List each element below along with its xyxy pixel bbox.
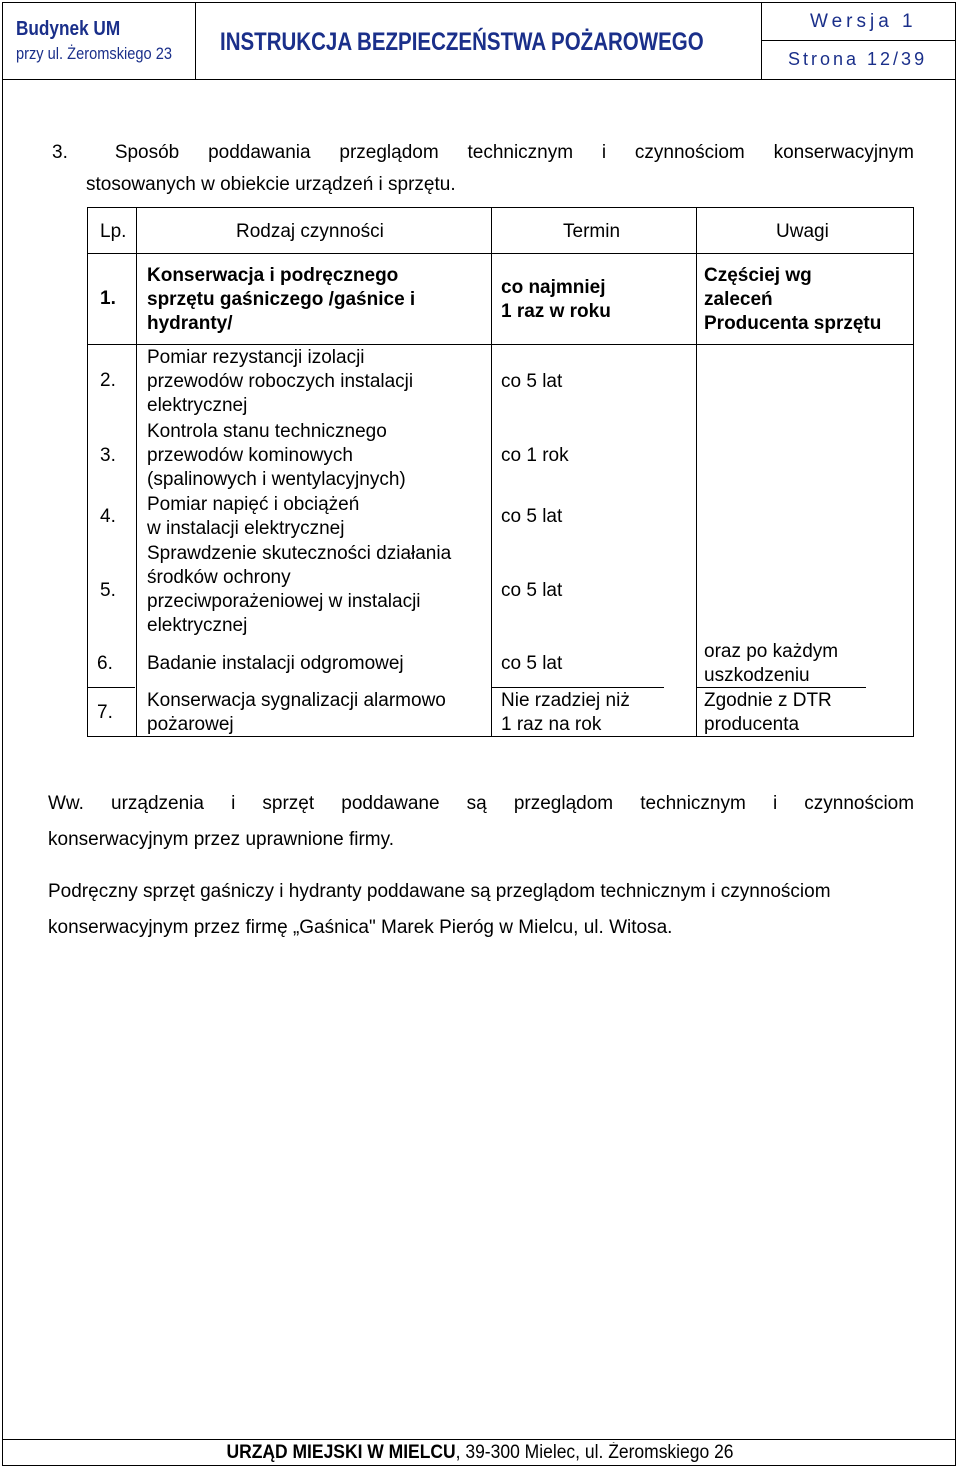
section-number: 3.	[52, 142, 68, 163]
row1-rodzaj	[147, 264, 415, 336]
section-heading	[52, 135, 914, 171]
row6-termin: co 5 lat	[501, 653, 563, 674]
cell-line: przewodów kominowych	[147, 445, 353, 466]
header-termin: Termin	[563, 221, 621, 242]
row7-lp: 7.	[97, 702, 113, 723]
section-word: technicznym	[467, 142, 574, 163]
footer-office: URZĄD MIEJSKI W MIELCU	[226, 1442, 456, 1463]
para-word: poddawane	[341, 793, 440, 814]
section-word: Sposób	[114, 142, 180, 163]
document-title: INSTRUKCJA BEZPIECZEŃSTWA POŻAROWEGO	[220, 28, 704, 56]
cell-line: uszkodzeniu	[704, 665, 810, 686]
cell-line: przewodów roboczych instalacji	[147, 371, 414, 392]
page-number: Strona 12/39	[788, 49, 928, 69]
cell-line: w instalacji elektrycznej	[147, 518, 345, 539]
row3-rodzaj	[147, 420, 406, 492]
row1-lp: 1.	[100, 288, 116, 309]
row4-termin: co 5 lat	[501, 506, 563, 527]
row6-lp: 6.	[97, 653, 113, 674]
table-row-divider	[88, 344, 913, 345]
table-col-divider	[136, 208, 137, 736]
para-word: i	[231, 793, 236, 814]
section-word: i czynnościom	[601, 142, 745, 163]
para-word: sprzęt	[262, 793, 315, 814]
para-word: i czynnościom	[772, 793, 915, 814]
header-lp: Lp.	[100, 221, 127, 242]
row1-termin	[501, 276, 611, 324]
cell-line: Sprawdzenie skuteczności działania	[147, 543, 452, 564]
header-meta-cell	[762, 2, 956, 80]
row2-lp: 2.	[100, 370, 116, 391]
row6-rodzaj: Badanie instalacji odgromowej	[147, 653, 404, 674]
cell-line: środków ochrony	[147, 567, 291, 588]
section-word: przeglądom	[339, 142, 439, 163]
row3-termin: co 1 rok	[501, 445, 569, 466]
paragraph-2-line-2: konserwacyjnym przez firmę „Gaśnica" Marek Pieróg w Mielcu, ul. Witosa.	[48, 917, 673, 938]
cell-line: elektrycznej	[147, 615, 248, 636]
cell-line: Producenta sprzętu	[704, 313, 882, 334]
paragraph-1-line-2: konserwacyjnym przez uprawnione firmy.	[48, 829, 394, 850]
cell-line: co najmniej	[501, 277, 606, 298]
cell-line: Częściej wg	[704, 265, 812, 286]
cell-line: Nie rzadziej niż	[501, 690, 630, 711]
table-col-divider	[696, 208, 697, 736]
cell-line: hydranty/	[147, 313, 233, 334]
row7-top-border-uwagi	[696, 687, 866, 688]
row5-rodzaj	[147, 542, 451, 638]
row7-top-border-lp	[88, 687, 135, 688]
version-box	[762, 2, 956, 41]
building-address: przy ul. Żeromskiego 23	[16, 44, 173, 63]
para-word: przeglądom	[513, 793, 614, 814]
cell-line: Zgodnie z DTR	[704, 690, 832, 711]
cell-line: Konserwacja i podręcznego	[147, 265, 399, 286]
row7-termin	[501, 689, 630, 737]
row7-uwagi	[704, 689, 832, 737]
section-word: konserwacyjnym	[773, 142, 914, 163]
row7-top-border-termin	[491, 687, 664, 688]
page-header	[2, 2, 956, 80]
row6-uwagi	[704, 640, 838, 688]
cell-line: 1 raz na rok	[501, 714, 602, 735]
header-title-cell	[196, 2, 762, 80]
row2-rodzaj	[147, 346, 413, 418]
cell-line: (spalinowych i wentylacyjnych)	[147, 469, 406, 490]
row2-termin: co 5 lat	[501, 371, 563, 392]
para-word: technicznym	[640, 793, 746, 814]
cell-line: Pomiar napięć i obciążeń	[147, 494, 360, 515]
header-building-cell	[2, 2, 196, 80]
cell-line: oraz po każdym	[704, 641, 839, 662]
row1-uwagi	[704, 264, 881, 336]
para-word: urządzenia	[111, 793, 204, 814]
header-rodzaj: Rodzaj czynności	[236, 221, 384, 242]
cell-line: 1 raz w roku	[501, 301, 611, 322]
paragraph-2-line-1: Podręczny sprzęt gaśniczy i hydranty poddawane są przeglądom technicznym i czynnościom	[48, 881, 831, 902]
page-footer	[38, 1442, 921, 1464]
maintenance-table	[87, 207, 914, 737]
version-label: Wersja 1	[810, 11, 917, 32]
cell-line: sprzętu gaśniczego /gaśnice i	[147, 289, 416, 310]
section-word: poddawania	[208, 142, 311, 163]
row4-rodzaj	[147, 493, 359, 541]
cell-line: Konserwacja sygnalizacji alarmowo	[147, 690, 446, 711]
row3-lp: 3.	[100, 445, 116, 466]
cell-line: pożarowej	[147, 714, 234, 735]
cell-line: zaleceń	[704, 289, 773, 310]
row5-termin: co 5 lat	[501, 580, 563, 601]
cell-line: producenta	[704, 714, 800, 735]
section-heading-line2: stosowanych w obiekcie urządzeń i sprzętu.	[86, 174, 456, 195]
row7-rodzaj	[147, 689, 446, 737]
para-word: są	[466, 793, 487, 814]
cell-line: przeciwporażeniowej w instalacji	[147, 591, 421, 612]
footer-address: , 39-300 Mielec, ul. Żeromskiego 26	[455, 1442, 734, 1463]
building-name: Budynek UM	[16, 18, 121, 40]
cell-line: Kontrola stanu technicznego	[147, 421, 387, 442]
paragraph-1-line-1	[48, 786, 914, 822]
cell-line: Pomiar rezystancji izolacji	[147, 347, 365, 368]
table-col-divider	[491, 208, 492, 736]
row5-lp: 5.	[100, 580, 116, 601]
footer-divider	[2, 1439, 956, 1440]
para-word: Ww.	[48, 793, 84, 814]
table-header-divider	[88, 253, 913, 254]
cell-line: elektrycznej	[147, 395, 248, 416]
row4-lp: 4.	[100, 506, 116, 527]
header-uwagi: Uwagi	[776, 221, 829, 242]
